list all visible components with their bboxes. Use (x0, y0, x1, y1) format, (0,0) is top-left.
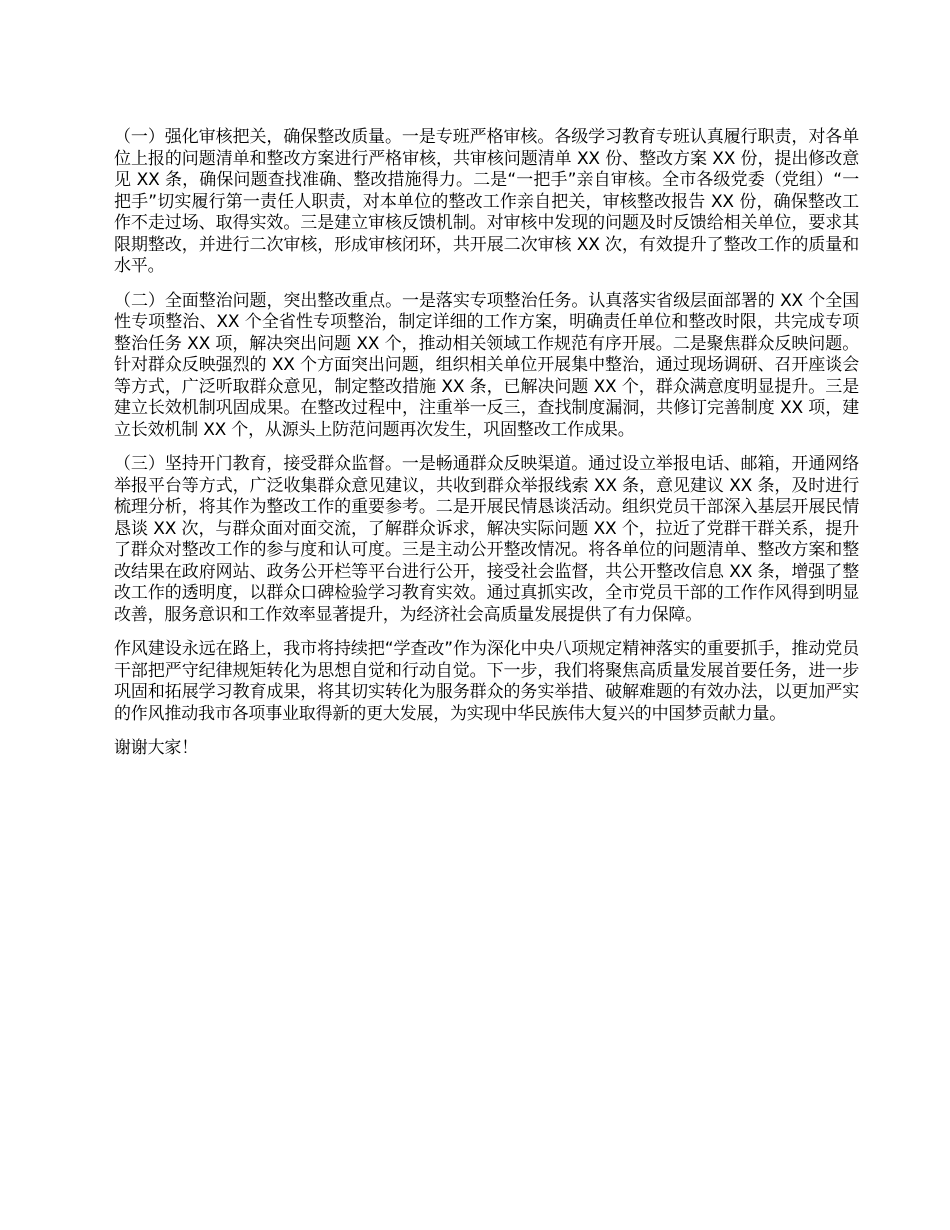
paragraph-rectify-problems: （二）全面整治问题，突出整改重点。一是落实专项整治任务。认真落实省级层面部署的 XX 个全国性专项整治、XX 个全省性专项整治，制定详细的工作方案，明确责任单位和整改时限，共完成专项整治任务 XX 项，解决突出问题 XX 个，推动相关领域工作规范有序开展。二是聚焦群众反映问题。针对群众反映强烈的 XX 个方面突出问题，组织相关单位开展集中整治，通过现场调研、召开座谈会等方式，广泛听取群众意见，制定整改措施 XX 条，已解决问题 XX 个，群众满意度明显提升。三是建立长效机制巩固成果。在整改过程中，注重举一反三，查找制度漏洞，共修订完善制度 XX 项，建立长效机制 XX 个，从源头上防范问题再次发生，巩固整改工作成果。 (114, 290, 859, 440)
paragraph-conclusion: 作风建设永远在路上，我市将持续把“学查改”作为深化中央八项规定精神落实的重要抓手，推动党员干部把严守纪律规矩转化为思想自觉和行动自觉。下一步，我们将聚焦高质量发展首要任务，进一步巩固和拓展学习教育成果，将其切实转化为服务群众的务实举措、破解难题的有效办法，以更加严实的作风推动我市各项事业取得新的更大发展，为实现中华民族伟大复兴的中国梦贡献力量。 (114, 639, 859, 724)
paragraph-public-supervision: （三）坚持开门教育，接受群众监督。一是畅通群众反映渠道。通过设立举报电话、邮箱，开通网络举报平台等方式，广泛收集群众意见建议，共收到群众举报线索 XX 条，意见建议 XX 条，及时进行梳理分析，将其作为整改工作的重要参考。二是开展民情恳谈活动。组织党员干部深入基层开展民情恳谈 XX 次，与群众面对面交流，了解群众诉求，解决实际问题 XX 个，拉近了党群干群关系，提升了群众对整改工作的参与度和认可度。三是主动公开整改情况。将各单位的问题清单、整改方案和整改结果在政府网站、政务公开栏等平台进行公开，接受社会监督，共公开整改信息 XX 条，增强了整改工作的透明度，以群众口碑检验学习教育实效。通过真抓实改，全市党员干部的工作作风得到明显改善，服务意识和工作效率显著提升，为经济社会高质量发展提供了有力保障。 (114, 454, 859, 625)
paragraph-thanks: 谢谢大家！ (114, 738, 198, 758)
paragraph-review-checks: （一）强化审核把关，确保整改质量。一是专班严格审核。各级学习教育专班认真履行职责，对各单位上报的问题清单和整改方案进行严格审核，共审核问题清单 XX 份、整改方案 XX 份，提出修改意见 XX 条，确保问题查找准确、整改措施得力。二是“一把手”亲自审核。全市各级党委（党组）“一把手”切实履行第一责任人职责，对本单位的整改工作亲自把关，审核整改报告 XX 份，确保整改工作不走过场、取得实效。三是建立审核反馈机制。对审核中发现的问题及时反馈给相关单位，要求其限期整改，并进行二次审核，形成审核闭环，共开展二次审核 XX 次，有效提升了整改工作的质量和水平。 (114, 127, 859, 276)
document-page (114, 127, 859, 773)
